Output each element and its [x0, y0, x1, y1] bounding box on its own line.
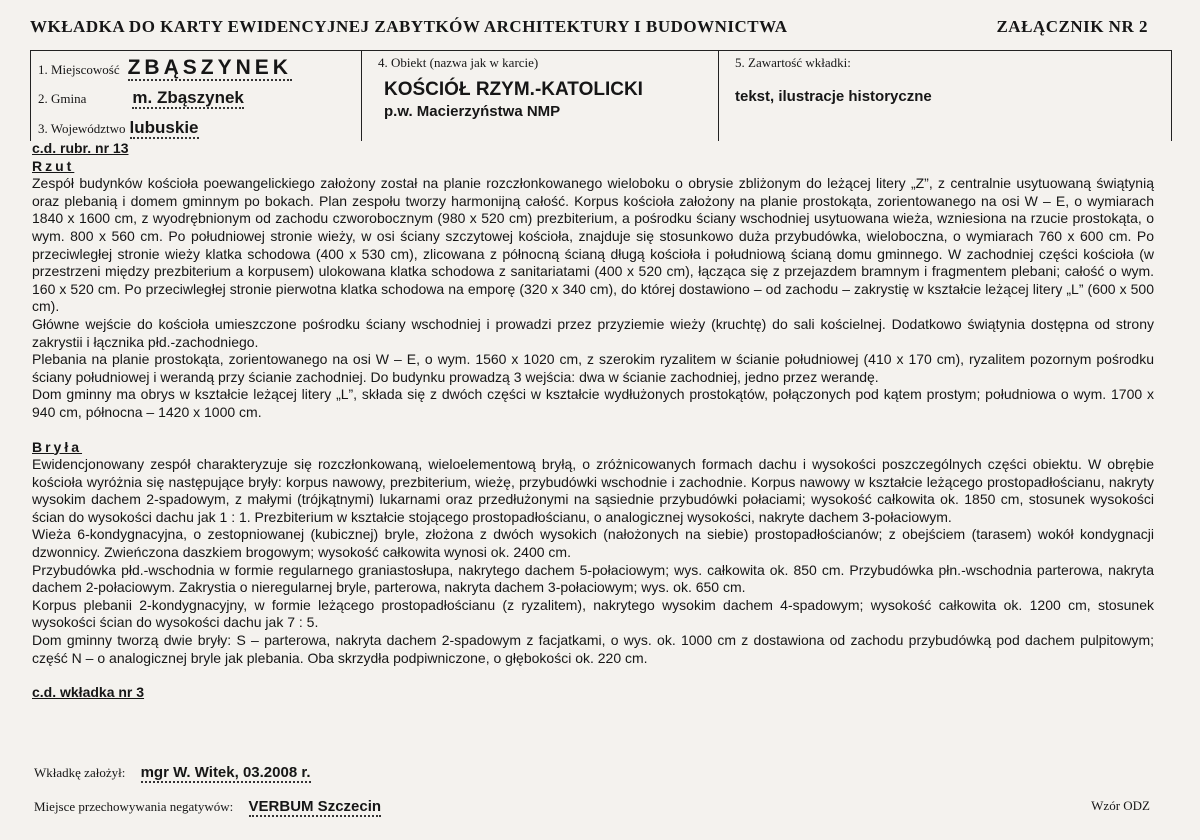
- paragraph: Zespół budynków kościoła poewangelickiego założony został na planie rozczłonkowanego wieloboku o obrysie zbliżonym do leżącej litery „Z”, z centralnie usytuowaną świątynią oraz plebanią i domem gminnym po bokach. Plan zespołu tworzy harmonijną całość. Korpus kościoła założony na planie prostokąta, zorientowanego na osi W – E, o wymiarach 1840 x 1600 cm, z wyodrębnionym od zachodu czworobocznym (980 x 520 cm) prezbiterium, a pośrodku ściany wschodniej usytuowana wieża, wzniesiona na rzucie prostokąta, o wym. 800 x 560 cm. Po południowej stronie wieży, w osi ściany szczytowej kościoła, znajduje się stosunkowo duża przybudówka, wieloboczna, o wymiarach 760 x 600 cm. Po przeciwległej stronie wieży klatka schodowa (400 x 530 cm), zlicowana z północną ścianą długą kościoła i południową ścianą domu gminnego. W zachodniej części kościoła (w przestrzeni między prezbiterium a korpusem) ulokowana klatka schodowa z sanitariatami (400 x 520 cm), łącząca się z przejazdem bramnym i fragmentem plebani; całość o wym. 160 x 520 cm. Po przeciwległej stronie pierwotna klatka schodowa na emporę (320 x 340 cm), do której dostawiono – od zachodu – zakrystię w kształcie leżącej litery „L” (600 x 500 cm).: [32, 175, 1154, 315]
- metadata-boxes: [30, 50, 1172, 141]
- location-box: [31, 51, 362, 141]
- paragraph: Dom gminny ma obrys w kształcie leżącej litery „L”, składa się z dwóch części w kształcie wydłużonych prostokątów, połączonych pod kątem prostym; południowa o wym. 1700 x 940 cm, północna – 1420 x 1000 cm.: [32, 386, 1154, 420]
- paragraph: Główne wejście do kościoła umieszczone pośrodku ściany wschodniej i prowadzi przez przyziemie wieży (kruchtę) do sali kościelnej. Dodatkowo świątynia dostępna od strony zakrystii i łącznika płd.-zachodniego.: [32, 315, 1154, 350]
- storage-value: VERBUM Szczecin: [248, 798, 382, 815]
- voivodeship-row: [38, 119, 199, 139]
- object-dedication: p.w. Macierzyństwa NMP: [384, 103, 561, 120]
- voivodeship-label: 3. Województwo: [38, 121, 126, 136]
- author-row: [34, 764, 311, 781]
- locality-row: [38, 57, 292, 81]
- author-value: mgr W. Witek, 03.2008 r.: [140, 764, 311, 781]
- content-label: 5. Zawartość wkładki:: [735, 55, 851, 70]
- object-name: KOŚCIÓŁ RZYM.-KATOLICKI: [384, 79, 643, 100]
- commune-label: 2. Gmina: [38, 91, 87, 106]
- content-value: tekst, ilustracje historyczne: [735, 88, 932, 105]
- section-title-massing: Bryła: [32, 438, 83, 455]
- commune-value: m. Zbąszynek: [132, 88, 244, 107]
- paragraph: Dom gminny tworzą dwie bryły: S – parterowa, nakryta dachem 2-spadowym z facjatkami, o wys. ok. 1000 cm z dostawiona od zachodu przybudówką pod dachem pulpitowym; część N – o analogicznej bryle jak plebania. Oba skrzydła podpiwniczone, o głębokości ok. 220 cm.: [32, 632, 1154, 666]
- content-box: [719, 51, 1171, 141]
- paragraph: Przybudówka płd.-wschodnia w formie regularnego graniastosłupa, nakrytego dachem 5-połaciowym; wys. całkowita ok. 850 cm. Przybudówka płn.-wschodnia parterowa, nakryta dachem 2-połaciowym. Zakrystia o nieregularnej bryle, parterowa, nakryta dachem 3-połaciowym; wys. ok. 650 cm.: [32, 561, 1154, 596]
- paragraph: Ewidencjonowany zespół charakteryzuje się rozczłonkowaną, wieloelementową bryłą, o zróżnicowanych formach dachu i wysokości poszczególnych części obiektu. W obrębie kościoła wyróżnia się następujące bryły: korpus nawowy, prezbiterium, wieżę, przybudówki wschodnie i zachodnie. Korpus nawowy w kształcie leżącego prostopadłościanu, nakryty wysokim dachem 2-spadowym, z małymi (trójkątnymi) lukarnami oraz przedłużonymi na sąsiednie przybudówki połaciami; wysokość całkowita ok. 1850 cm, stosunek wysokości ścian do wysokości dachu jak 1 : 1. Prezbiterium w kształcie stojącego prostopadłościanu, o analogicznej wysokości, nakryte dachem 3-połaciowym.: [32, 456, 1154, 525]
- storage-label: Miejsce przechowywania negatywów:: [34, 799, 234, 814]
- object-label: 4. Obiekt (nazwa jak w karcie): [378, 55, 539, 70]
- locality-label: 1. Miejscowość: [38, 62, 120, 77]
- main-text: [32, 140, 1154, 702]
- storage-row: [34, 798, 381, 815]
- attachment-number: ZAŁĄCZNIK NR 2: [996, 17, 1148, 36]
- locality-value: ZBĄSZYNEK: [128, 57, 292, 81]
- continuation-footer: c.d. wkładka nr 3: [32, 684, 145, 701]
- object-box: [362, 51, 719, 141]
- document-title: WKŁADKA DO KARTY EWIDENCYJNEJ ZABYTKÓW ARCHITEKTURY I BUDOWNICTWA: [30, 17, 788, 36]
- paragraph: Korpus plebanii 2-kondygnacyjny, w formie leżącego prostopadłościanu (z ryzalitem), nakrytego wysokim dachem 4-spadowym; wysokość całkowita ok. 1200 cm, stosunek wysokości ścian do wysokości dachu jak 7 : 5.: [32, 596, 1154, 631]
- paragraph: Plebania na planie prostokąta, zorientowanego na osi W – E, o wym. 1560 x 1020 cm, z szerokim ryzalitem w ścianie południowej (410 x 170 cm), ryzalitem pozornym pośrodku ściany południowej i werandą przy ścianie zachodniej. Do budynku prowadzą 3 wejścia: dwa w ścianie zachodniej, jedno przez werandę.: [32, 351, 1154, 385]
- paragraph: Wieża 6-kondygnacyjna, o zestopniowanej (kubicznej) bryle, złożona z dwóch wysokich (nałożonych na siebie) prostopadłościanów; z obejściem (tarasem) wokół kondygnacji dzwonnicy. Zwieńczona daszkiem brogowym; wysokość całkowita wynosi ok. 2400 cm.: [32, 526, 1154, 561]
- section-title-plan: Rzut: [32, 157, 75, 174]
- voivodeship-value: lubuskie: [129, 118, 199, 137]
- continuation-heading: c.d. rubr. nr 13: [32, 140, 129, 156]
- commune-row: [38, 89, 244, 109]
- template-code: Wzór ODZ: [1091, 798, 1150, 813]
- document-header: [30, 17, 1148, 37]
- author-label: Wkładkę założył:: [34, 765, 126, 780]
